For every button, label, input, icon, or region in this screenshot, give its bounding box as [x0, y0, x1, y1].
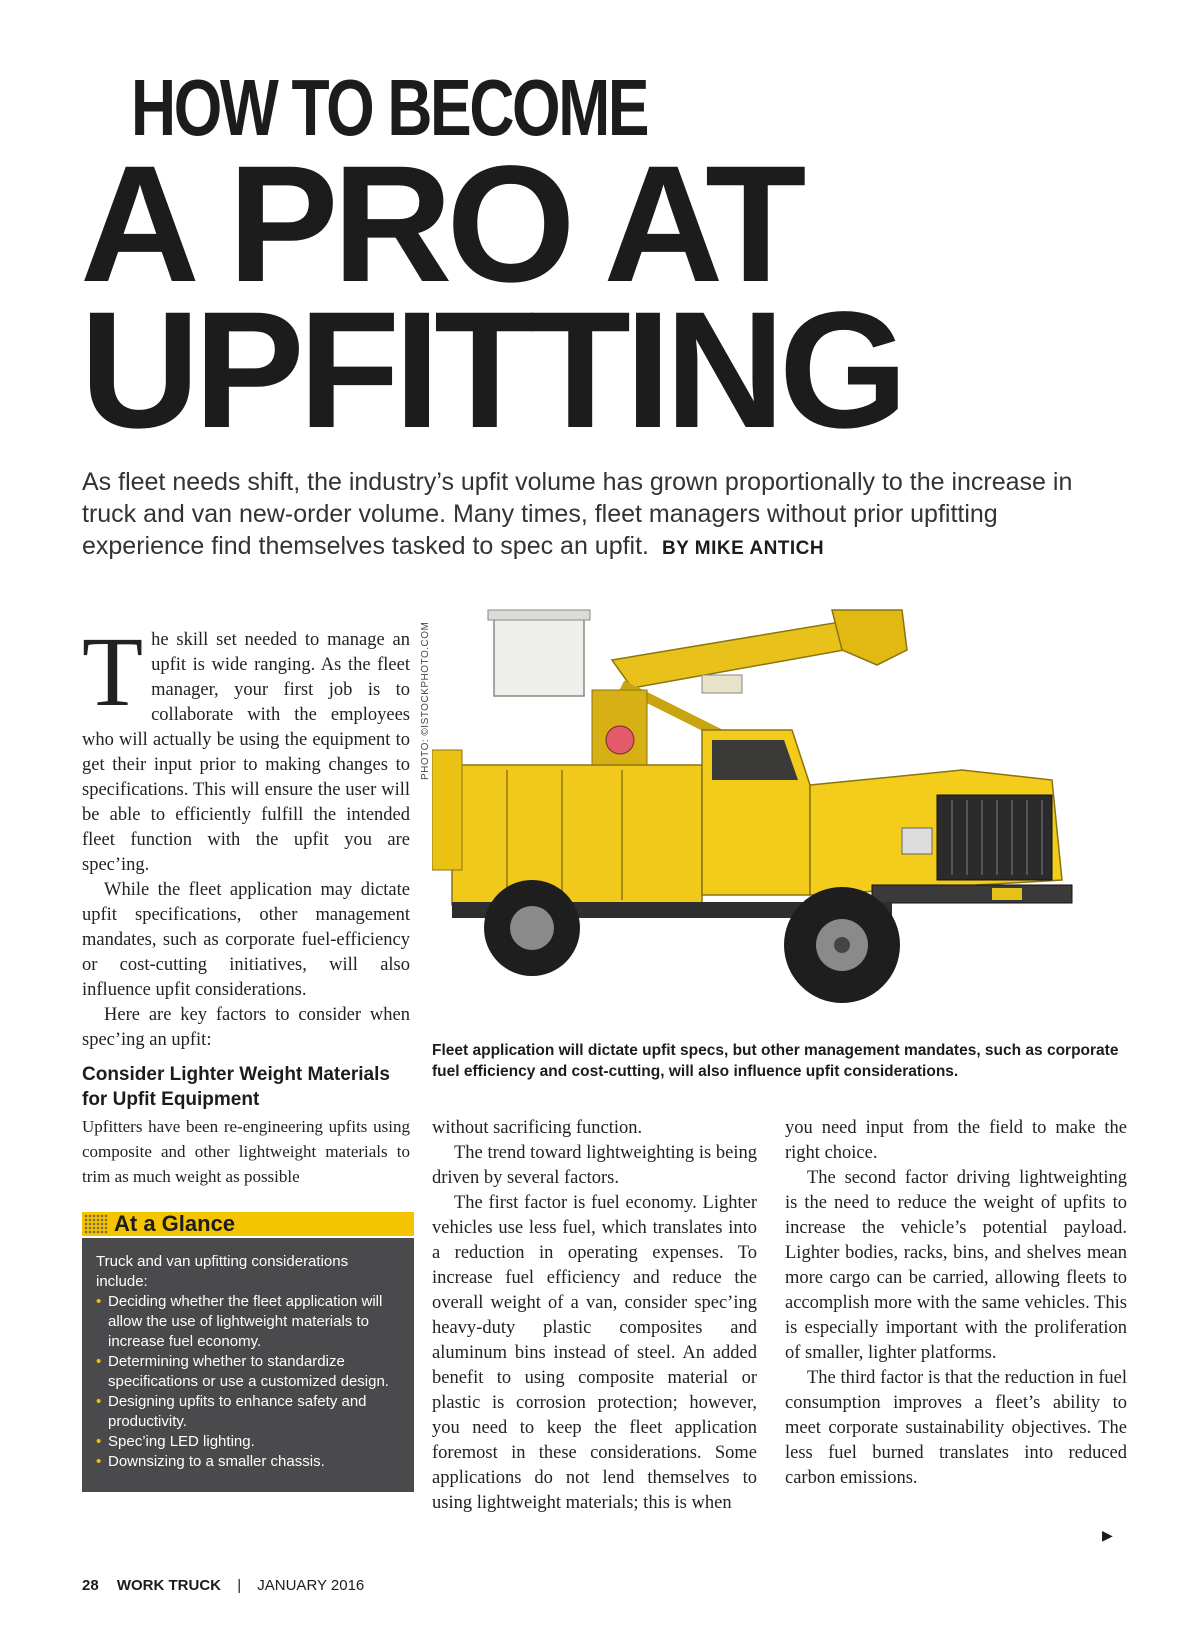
article-column-3: [785, 1116, 1127, 1491]
glance-item: • Designing upfits to enhance safety and productivity.: [96, 1393, 367, 1430]
issue-date: JANUARY 2016: [257, 1577, 365, 1594]
bullet-icon: •: [96, 1353, 102, 1370]
glance-header: [82, 1212, 414, 1236]
byline: BY MIKE ANTICH: [661, 538, 825, 559]
paragraph-1: he skill set needed to manage an upfit is wide ranging. As the fleet manager, your first job is to collaborate with the employees who will actually be using the equipment to get their input prior to making changes to specifications. This will ensure the user will be able to efficiently fulfill the intended fleet function with the upfit you are spec’ing.: [82, 630, 410, 875]
article-column-1: [82, 616, 410, 1053]
page-number: 28: [82, 1577, 99, 1594]
bullet-icon: •: [96, 1453, 102, 1470]
bucket-truck-photo: [432, 590, 1132, 1036]
photo-credit: PHOTO: ©ISTOCKPHOTO.COM: [420, 621, 431, 780]
col2-paragraph-2: The trend toward lightweighting is being driven by several factors.: [432, 1143, 757, 1188]
magazine-name: WORK TRUCK: [116, 1577, 222, 1594]
dek-text: As fleet needs shift, the industry’s upfit volume has grown proportionally to the increase in truck and van new-order volume. Many times, fleet managers without prior upfitting experience find themselves tasked to spec an upfit.: [82, 468, 1073, 560]
headline-line-1: A PRO AT: [80, 132, 801, 317]
kicker-title: HOW TO BECOME: [131, 63, 648, 152]
headline-line-2: UPFITTING: [80, 278, 903, 463]
paragraph-2: While the fleet application may dictate upfit specifications, other management mandates, such as corporate fuel-efficiency or cost-cutting initiatives, will also influence upfit considerations.: [82, 880, 410, 1000]
glance-intro: Truck and van upfitting considerations include:: [96, 1253, 349, 1290]
col3-paragraph-2: The second factor driving lightweighting is the need to reduce the weight of upfits to increase the vehicle’s potential payload. Lighter bodies, racks, bins, and shelves mean more cargo can be carried, allowing fleets to accomplish more with the same vehicles. This is especially important with the proliferation of smaller, lighter platforms.: [785, 1168, 1127, 1363]
footer-separator: |: [237, 1577, 242, 1594]
col2-paragraph-1: without sacrificing function.: [432, 1118, 643, 1138]
paragraph-4: Upfitters have been re-engineering upfits using composite and other lightweight materials to trim as much weight as possible: [82, 1117, 410, 1186]
glance-title: At a Glance: [114, 1211, 236, 1236]
paragraph-3: Here are key factors to consider when spec’ing an upfit:: [82, 1005, 410, 1050]
col3-paragraph-3: The third factor is that the reduction in fuel consumption improves a fleet’s ability to meet corporate sustainability objectives. The less fuel burned translates into reduced carbon emissions.: [785, 1368, 1127, 1488]
photo-caption: Fleet application will dictate upfit specs, but other management mandates, such as corporate fuel efficiency and cost-cutting, will also influence upfit considerations.: [432, 1042, 1119, 1080]
glance-item: • Determining whether to standardize specifications or use a customized design.: [96, 1353, 389, 1390]
page-footer: [82, 1577, 364, 1594]
glance-body: [82, 1238, 414, 1492]
glance-item: • Deciding whether the fleet application will allow the use of lightweight materials to increase fuel economy.: [96, 1293, 383, 1350]
col3-paragraph-1: you need input from the field to make the right choice.: [785, 1118, 1127, 1163]
bullet-icon: •: [96, 1393, 102, 1410]
drop-cap: T: [82, 616, 144, 727]
bullet-icon: •: [96, 1433, 102, 1450]
article-dek: [82, 466, 1122, 565]
col2-paragraph-3: The first factor is fuel economy. Lighter vehicles use less fuel, which translates into a reduction in operating expenses. To increase fuel efficiency and reduce the overall weight of a van, consider spec’ing heavy-duty plastic composites and aluminum bins instead of steel. An added benefit to using composite material or plastic is corrosion protection; however, you need to keep the fleet application foremost in these considerations. Some applications do not lend themselves to using lightweight materials; this is when: [432, 1193, 757, 1513]
dot-pattern-icon: [84, 1214, 108, 1234]
article-column-2: [432, 1116, 757, 1516]
glance-item: • Downsizing to a smaller chassis.: [96, 1453, 325, 1470]
glance-item: • Spec’ing LED lighting.: [96, 1433, 255, 1450]
at-a-glance-box: [82, 1212, 414, 1492]
section-subhead: Consider Lighter Weight Materials for Upfit Equipment: [82, 1064, 390, 1110]
bullet-icon: •: [96, 1293, 102, 1310]
continue-arrow-icon: ▶: [1102, 1528, 1113, 1544]
